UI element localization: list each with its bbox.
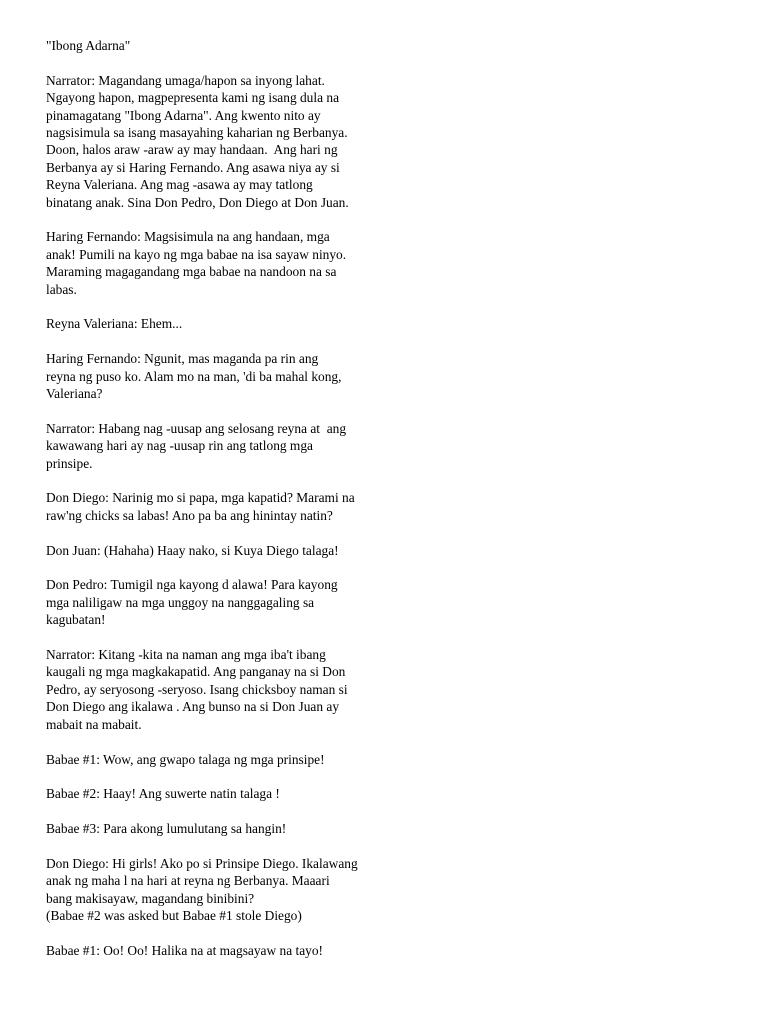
text-line: Don Juan: (Hahaha) Haay nako, si Kuya Diego talaga! [46, 542, 339, 558]
text-line: Don Diego ang ikalawa . Ang bunso na si Don Juan ay [46, 699, 340, 715]
text-line: mga naliligaw na mga unggoy na nanggagaling sa [46, 594, 315, 610]
script-paragraph [46, 751, 416, 768]
script-paragraph [46, 855, 416, 925]
text-line: kaugali ng mga magkakapatid. Ang panganay na si Don [46, 664, 346, 680]
text-line: Don Diego: Narinig mo si papa, mga kapatid? Marami na [46, 490, 355, 506]
text-line: anak! Pumili na kayo ng mga babae na isa sayaw ninyo. [46, 246, 347, 262]
text-line: Haring Fernando: Ngunit, mas maganda pa rin ang [46, 351, 319, 367]
text-line: Don Pedro: Tumigil nga kayong d alawa! Para kayong [46, 577, 338, 593]
text-line: Narrator: Kitang -kita na naman ang mga iba't ibang [46, 647, 326, 663]
text-line: Babae #1: Wow, ang gwapo talaga ng mga prinsipe! [46, 751, 325, 767]
document-title: "Ibong Adarna" [46, 38, 131, 53]
document-body [46, 72, 416, 960]
text-line: Berbanya ay si Haring Fernando. Ang asawa niya ay si [46, 159, 340, 175]
text-line: kawawang hari ay nag -uusap rin ang tatlong mga [46, 438, 313, 454]
script-paragraph [46, 489, 416, 524]
text-line: raw'ng chicks sa labas! Ano pa ba ang hinintay natin? [46, 507, 333, 523]
text-line: Narrator: Magandang umaga/hapon sa inyong lahat. [46, 72, 325, 88]
text-line: binatang anak. Sina Don Pedro, Don Diego at Don Juan. [46, 194, 349, 210]
text-line: Reyna Valeriana. Ang mag -asawa ay may tatlong [46, 177, 313, 193]
text-line: bang makisayaw, magandang binibini? [46, 890, 255, 906]
text-line: reyna ng puso ko. Alam mo na man, 'di ba mahal kong, [46, 368, 342, 384]
script-paragraph [46, 576, 416, 628]
script-paragraph [46, 646, 416, 733]
script-paragraph [46, 228, 416, 298]
text-line: Ngayong hapon, magpepresenta kami ng isang dula na [46, 90, 340, 106]
script-paragraph [46, 350, 416, 402]
text-line: Valeriana? [46, 386, 103, 402]
text-line: Maraming magagandang mga babae na nandoon na sa [46, 264, 337, 280]
script-paragraph [46, 72, 416, 211]
text-line: Babae #1: Oo! Oo! Halika na at magsayaw na tayo! [46, 942, 324, 958]
document-page [46, 37, 416, 977]
text-line: nagsisimula sa isang masayahing kaharian ng Berbanya. [46, 125, 348, 141]
text-line: Reyna Valeriana: Ehem... [46, 316, 183, 332]
text-line: pinamagatang "Ibong Adarna". Ang kwento nito ay [46, 107, 321, 123]
text-line: Pedro, ay seryosong -seryoso. Isang chicksboy naman si [46, 681, 348, 697]
text-line: Narrator: Habang nag -uusap ang selosang reyna at ang [46, 420, 347, 436]
text-line: Babae #2: Haay! Ang suwerte natin talaga ! [46, 786, 280, 802]
text-line: labas. [46, 281, 77, 297]
text-line: Babae #3: Para akong lumulutang sa hangin! [46, 821, 287, 837]
text-line: Doon, halos araw -araw ay may handaan. Ang hari ng [46, 142, 338, 158]
text-line: Haring Fernando: Magsisimula na ang handaan, mga [46, 229, 330, 245]
script-paragraph [46, 942, 416, 959]
text-line: mabait na mabait. [46, 716, 142, 732]
script-paragraph [46, 315, 416, 332]
script-paragraph [46, 420, 416, 472]
script-paragraph [46, 785, 416, 802]
text-line: kagubatan! [46, 612, 106, 628]
text-line: anak ng maha l na hari at reyna ng Berbanya. Maaari [46, 873, 330, 889]
text-line: prinsipe. [46, 455, 93, 471]
script-paragraph [46, 542, 416, 559]
script-paragraph [46, 820, 416, 837]
text-line: Don Diego: Hi girls! Ako po si Prinsipe Diego. Ikalawang [46, 855, 358, 871]
text-line: (Babae #2 was asked but Babae #1 stole Diego) [46, 908, 302, 924]
